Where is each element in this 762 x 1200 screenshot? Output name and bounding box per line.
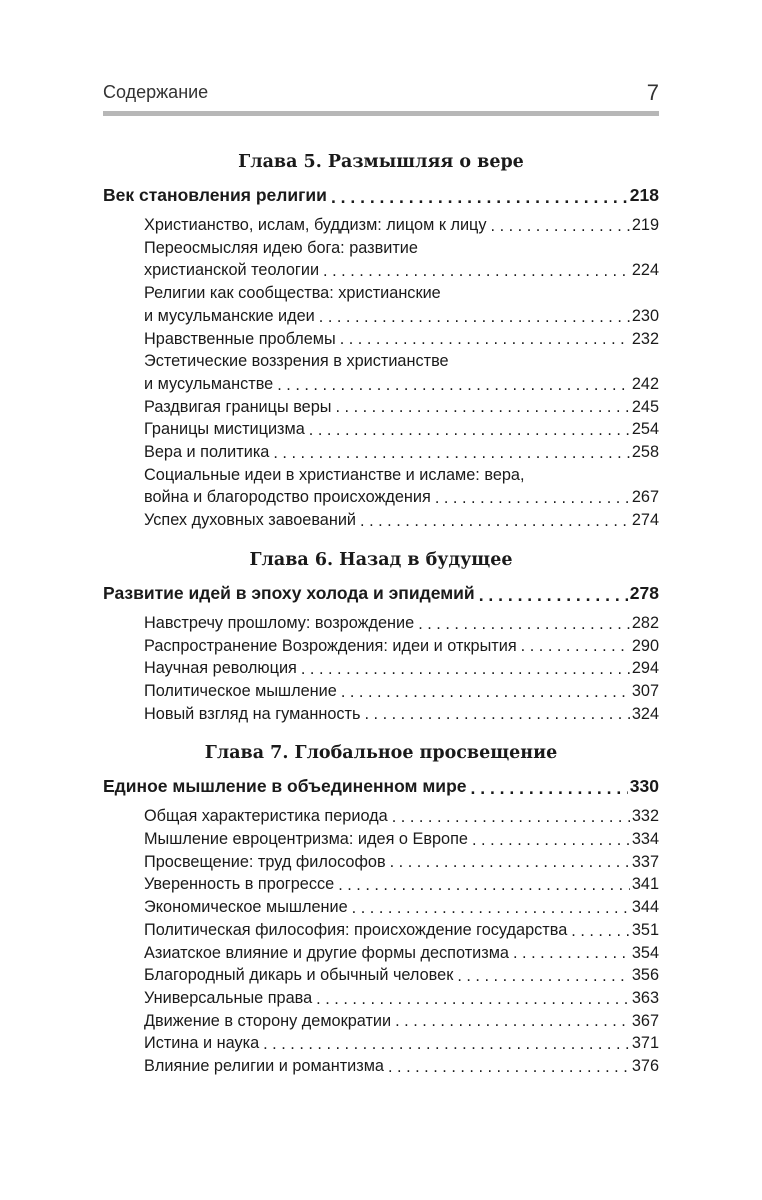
toc-entry-line (144, 237, 659, 260)
entry-page: 376 (631, 1057, 659, 1076)
entry-title: Просвещение: труд философов (144, 852, 386, 871)
toc-entry[interactable] (144, 328, 659, 351)
entry-title: и мусульманстве (144, 374, 274, 393)
page-number: 7 (646, 80, 659, 105)
entry-title: война и благородство происхождения (144, 488, 431, 507)
entry-page: 290 (631, 636, 659, 655)
dot-leader (319, 310, 630, 324)
entry-title: Политическая философия: происхождение государства (144, 920, 568, 939)
entry-title: Азиатское влияние и другие формы деспотизма (144, 943, 509, 962)
entry-page: 354 (631, 943, 659, 962)
toc-entry[interactable] (144, 1055, 659, 1078)
entry-page: 294 (631, 659, 659, 678)
dot-leader (513, 946, 630, 960)
entry-page: 232 (631, 329, 659, 348)
entry-page: 274 (631, 511, 659, 530)
entry-page: 356 (631, 966, 659, 985)
dot-leader (395, 1014, 630, 1028)
toc-entry-line (144, 282, 659, 305)
entry-page: 254 (631, 420, 659, 439)
dot-leader (364, 707, 629, 721)
toc-entry[interactable] (144, 396, 659, 419)
dot-leader (352, 901, 630, 915)
dot-leader (571, 924, 630, 938)
chapter-title: Глава 6. Назад в будущее (249, 549, 513, 570)
dot-leader (491, 219, 630, 233)
entry-title: Движение в сторону демократии (144, 1011, 392, 1030)
entry-title: Нравственные проблемы (144, 329, 336, 348)
dot-leader (316, 992, 630, 1006)
dot-leader (521, 639, 630, 653)
toc-entry[interactable] (144, 214, 659, 237)
entry-title: Распространение Возрождения: идеи и открытия (144, 636, 517, 655)
entry-page: 324 (631, 704, 659, 723)
entry-title: Переосмысляя идею бога: развитие (144, 238, 418, 257)
entry-page: 230 (631, 306, 659, 325)
toc-entry[interactable] (144, 441, 659, 464)
entry-title: Мышление евроцентризма: идея о Европе (144, 830, 468, 849)
toc-entry[interactable] (144, 486, 659, 509)
entry-title: и мусульманские идеи (144, 306, 315, 325)
entry-page: 341 (631, 875, 659, 894)
dot-leader (273, 446, 629, 460)
entry-title: Уверенность в прогрессе (144, 875, 335, 894)
entry-title: Границы мистицизма (144, 420, 305, 439)
dot-leader (331, 190, 628, 204)
section-page: 278 (629, 582, 659, 603)
entry-page: 334 (631, 830, 659, 849)
toc-entry[interactable] (144, 919, 659, 942)
dot-leader (277, 378, 630, 392)
toc-entry[interactable] (144, 305, 659, 328)
entry-title: Истина и наука (144, 1034, 260, 1053)
entry-title: Новый взгляд на гуманность (144, 704, 361, 723)
chapter-block (103, 739, 659, 1077)
section-page: 330 (629, 776, 659, 797)
entry-title: Социальные идеи в христианстве и исламе: вера, (144, 465, 525, 484)
entry-page: 332 (631, 807, 659, 826)
entry-title: Универсальные права (144, 988, 313, 1007)
entry-page: 219 (631, 216, 659, 234)
entry-page: 224 (631, 261, 659, 280)
dot-leader (323, 264, 630, 278)
dot-leader (435, 491, 630, 505)
toc-entry[interactable] (144, 964, 659, 987)
toc-entry[interactable] (144, 1032, 659, 1055)
section-entry[interactable] (103, 576, 659, 606)
section-page: 218 (629, 185, 659, 205)
section-entry[interactable] (103, 178, 659, 208)
entry-title: Успех духовных завоеваний (144, 511, 357, 530)
entry-title: Влияние религии и романтизма (144, 1057, 384, 1076)
entry-page: 351 (631, 920, 659, 939)
dot-leader (479, 588, 628, 602)
toc-entry[interactable] (144, 896, 659, 919)
entry-page: 367 (631, 1011, 659, 1030)
section-title: Век становления религии (103, 185, 327, 205)
entry-title: Религии как сообщества: христианские (144, 284, 441, 303)
entry-title: христианской теологии (144, 261, 320, 280)
entry-title: Общая характеристика периода (144, 807, 388, 826)
toc-entry[interactable] (144, 873, 659, 896)
toc-entry[interactable] (144, 612, 659, 635)
section-title: Развитие идей в эпоху холода и эпидемий (103, 582, 475, 603)
dot-leader (338, 878, 630, 892)
entry-page: 344 (631, 898, 659, 917)
toc-entry[interactable] (144, 418, 659, 441)
dot-leader (335, 400, 629, 414)
entry-page: 282 (631, 613, 659, 632)
running-header (103, 80, 659, 108)
dot-leader (390, 855, 630, 869)
dot-leader (341, 685, 630, 699)
entry-title: Навстречу прошлому: возрождение (144, 613, 415, 632)
entry-title: Научная революция (144, 659, 297, 678)
dot-leader (301, 662, 630, 676)
dot-leader (392, 810, 630, 824)
chapter-block (103, 148, 659, 532)
entry-title: Раздвигая границы веры (144, 397, 332, 416)
entry-title: Христианство, ислам, буддизм: лицом к лицу (144, 216, 487, 234)
entry-page: 371 (631, 1034, 659, 1053)
table-of-contents (103, 148, 659, 1092)
entry-page: 267 (631, 488, 659, 507)
entry-page: 307 (631, 681, 659, 700)
toc-entry[interactable] (144, 635, 659, 658)
entry-title: Экономическое мышление (144, 898, 348, 917)
entry-page: 258 (631, 443, 659, 462)
entry-title: Благородный дикарь и обычный человек (144, 966, 454, 985)
section-entry[interactable] (103, 769, 659, 799)
dot-leader (457, 969, 630, 983)
section-title: Единое мышление в объединенном мире (103, 776, 467, 797)
dot-leader (340, 332, 630, 346)
toc-entry[interactable] (144, 987, 659, 1010)
toc-entry[interactable] (144, 259, 659, 282)
toc-entry[interactable] (144, 703, 659, 726)
toc-entry-line (144, 350, 659, 373)
toc-entry[interactable] (144, 373, 659, 396)
chapter-title: Глава 7. Глобальное просвещение (204, 743, 558, 764)
header-rule (103, 111, 659, 116)
entry-page: 242 (631, 374, 659, 393)
toc-entry[interactable] (144, 942, 659, 965)
dot-leader (360, 514, 630, 528)
entry-title: Эстетические воззрения в христианстве (144, 352, 449, 371)
running-title: Содержание (103, 82, 209, 102)
entry-page: 337 (631, 852, 659, 871)
entry-page: 245 (631, 397, 659, 416)
toc-entry[interactable] (144, 657, 659, 680)
toc-entry[interactable] (144, 680, 659, 703)
chapter-title: Глава 5. Размышляя о вере (238, 152, 524, 172)
entry-page: 363 (631, 988, 659, 1007)
dot-leader (471, 781, 628, 795)
toc-entry-line (144, 464, 659, 487)
toc-entry[interactable] (144, 1010, 659, 1033)
entry-title: Вера и политика (144, 443, 270, 462)
toc-entry[interactable] (144, 805, 659, 828)
dot-leader (263, 1037, 630, 1051)
toc-entry[interactable] (144, 828, 659, 851)
dot-leader (388, 1060, 630, 1074)
toc-entry[interactable] (144, 851, 659, 874)
entry-title: Политическое мышление (144, 681, 337, 700)
toc-entry[interactable] (144, 509, 659, 532)
dot-leader (309, 423, 630, 437)
dot-leader (472, 833, 630, 847)
chapter-block (103, 546, 659, 726)
dot-leader (418, 617, 630, 631)
